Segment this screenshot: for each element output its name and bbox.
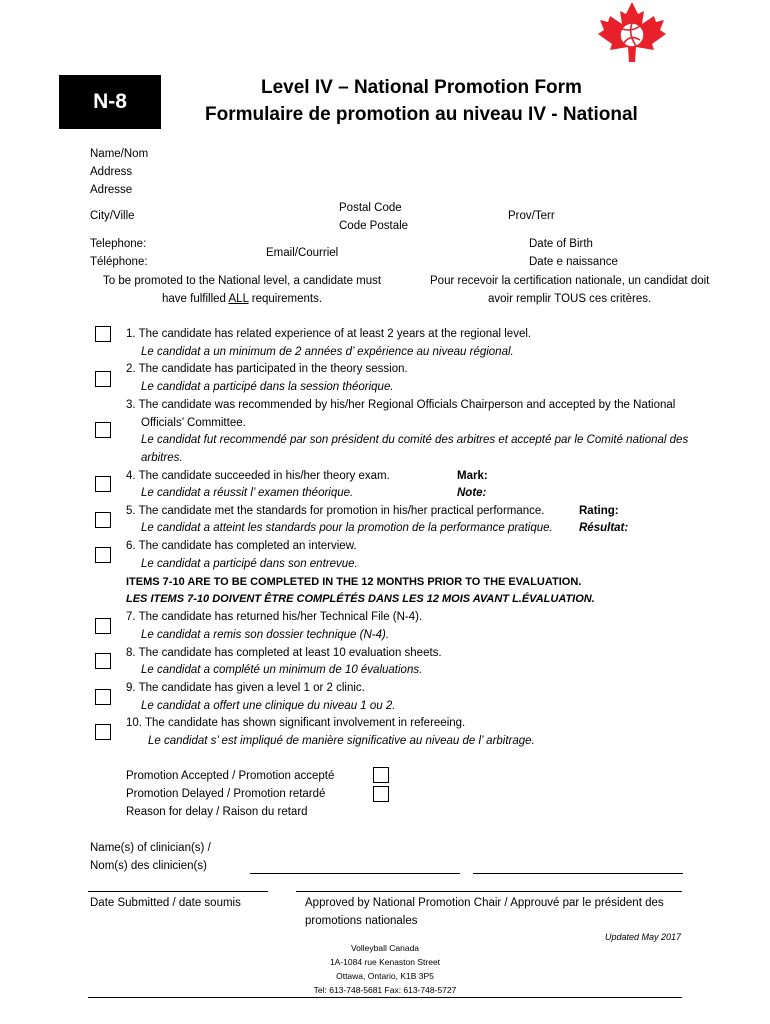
title-fr: Formulaire de promotion au niveau IV - National: [205, 104, 638, 125]
approval-line: [296, 891, 682, 892]
item-7-fr: Le candidat a remis son dossier technique (N-4).: [141, 629, 390, 641]
item-4-en: 4. The candidate succeeded in his/her theory exam.: [126, 470, 390, 482]
item-2-fr: Le candidat a participé dans la session théorique.: [141, 381, 394, 393]
item-5-en: 5. The candidate met the standards for promotion in his/her practical performance.: [126, 505, 545, 517]
volleyball-canada-logo: [596, 2, 668, 62]
clinician-signature-line-1: [250, 873, 460, 874]
dob-fr-label: Date e naissance: [529, 256, 618, 268]
telephone-fr-label: Téléphone:: [90, 256, 148, 268]
clinicians-label-en: Name(s) of clinician(s) /: [90, 842, 211, 854]
date-submitted-line: [88, 891, 268, 892]
checkbox-item-7[interactable]: [95, 618, 111, 634]
name-label: Name/Nom: [90, 148, 149, 160]
postal-code-label: Postal Code: [339, 202, 402, 214]
item-2-en: 2. The candidate has participated in the theory session.: [126, 363, 408, 375]
item-8-fr: Le candidat a complété un minimum de 10 évaluations.: [141, 664, 423, 676]
dob-label: Date of Birth: [529, 238, 593, 250]
reason-delay-label: Reason for delay / Raison du retard: [126, 806, 308, 818]
footer-rule: [88, 997, 682, 998]
checkbox-item-4[interactable]: [95, 476, 111, 492]
promotion-accepted-label: Promotion Accepted / Promotion accepté: [126, 770, 335, 782]
footer-org: Volleyball Canada: [350, 943, 420, 953]
checkbox-item-9[interactable]: [95, 689, 111, 705]
adresse-label: Adresse: [90, 184, 133, 196]
code-postale-label: Code Postale: [339, 220, 409, 232]
intro-fr-line1: Pour recevoir la certification nationale, un candidat doit: [430, 275, 710, 287]
item-3-en-line2: Officials’ Committee.: [141, 417, 246, 429]
clinicians-label-fr: Nom(s) des clinicien(s): [90, 860, 207, 872]
email-label: Email/Courriel: [266, 247, 339, 259]
maple-leaf-volleyball-icon: [596, 2, 668, 62]
clinician-signature-line-2: [473, 873, 683, 874]
footer-city: Ottawa, Ontario, K1B 3P5: [336, 971, 434, 981]
checkbox-item-8[interactable]: [95, 653, 111, 669]
intro-fr-line2: avoir remplir TOUS ces critères.: [488, 293, 652, 305]
checkbox-promotion-accepted[interactable]: [373, 767, 389, 783]
checkbox-item-6[interactable]: [95, 547, 111, 563]
checkbox-item-2[interactable]: [95, 371, 111, 387]
form-code-badge: N-8: [59, 75, 161, 129]
item-10-en: 10. The candidate has shown significant involvement in refereeing.: [126, 717, 466, 729]
checkbox-item-5[interactable]: [95, 512, 111, 528]
note-label: Note:: [457, 487, 487, 499]
address-label: Address: [90, 166, 133, 178]
mark-label: Mark:: [457, 470, 488, 482]
item-6-en: 6. The candidate has completed an interview.: [126, 540, 357, 552]
item-3-en-line1: 3. The candidate was recommended by his/her Regional Officials Chairperson and accepted by the National: [126, 399, 676, 411]
approved-by-label-line1: Approved by National Promotion Chair / Approuvé par le président des: [305, 897, 664, 909]
item-3-fr-line2: arbitres.: [141, 452, 183, 464]
telephone-label: Telephone:: [90, 238, 147, 250]
item-7-en: 7. The candidate has returned his/her Technical File (N-4).: [126, 611, 423, 623]
prov-label: Prov/Terr: [508, 210, 555, 222]
checkbox-item-10[interactable]: [95, 724, 111, 740]
promotion-delayed-label: Promotion Delayed / Promotion retardé: [126, 788, 326, 800]
intro-en-line1: To be promoted to the National level, a candidate must: [103, 275, 382, 287]
checkbox-promotion-delayed[interactable]: [373, 786, 389, 802]
item-8-en: 8. The candidate has completed at least 10 evaluation sheets.: [126, 647, 442, 659]
rating-label: Rating:: [579, 505, 619, 517]
resultat-label: Résultat:: [579, 522, 629, 534]
item-9-en: 9. The candidate has given a level 1 or 2 clinic.: [126, 682, 365, 694]
item-3-fr-line1: Le candidat fut recommendé par son président du comité des arbitres et accepté par le Comité national des: [141, 434, 689, 446]
item-9-fr: Le candidat a offert une clinique du niveau 1 ou 2.: [141, 700, 396, 712]
item-4-fr: Le candidat a réussit l’ examen théorique.: [141, 487, 354, 499]
item-6-fr: Le candidat a participé dans son entrevue.: [141, 558, 358, 570]
item-1-fr: Le candidat a un minimum de 2 années d’ expérience au niveau régional.: [141, 346, 514, 358]
title-en: Level IV – National Promotion Form: [261, 77, 582, 98]
date-submitted-label: Date Submitted / date soumis: [90, 897, 241, 909]
checkbox-item-1[interactable]: [95, 326, 111, 342]
approved-by-label-line2: promotions nationales: [305, 915, 418, 927]
footer-phone: Tel: 613-748-5681 Fax: 613-748-5727: [313, 985, 457, 995]
item-5-fr: Le candidat a atteint les standards pour la promotion de la performance pratique.: [141, 522, 553, 534]
city-label: City/Ville: [90, 210, 135, 222]
intro-en-line2: have fulfilled ALL requirements.: [162, 293, 323, 305]
item-1-en: 1. The candidate has related experience of at least 2 years at the regional level.: [126, 328, 532, 340]
footer-street: 1A-1084 rue Kenaston Street: [329, 957, 441, 967]
item-10-fr: Le candidat s’ est impliqué de manière significative au niveau de l’ arbitrage.: [148, 735, 535, 747]
checkbox-item-3[interactable]: [95, 422, 111, 438]
updated-date: Updated May 2017: [605, 932, 682, 942]
notice-fr: LES ITEMS 7-10 DOIVENT ÊTRE COMPLÉTÉS DANS LES 12 MOIS AVANT L.ÉVALUATION.: [126, 593, 595, 605]
notice-en: ITEMS 7-10 ARE TO BE COMPLETED IN THE 12 MONTHS PRIOR TO THE EVALUATION.: [126, 576, 582, 588]
